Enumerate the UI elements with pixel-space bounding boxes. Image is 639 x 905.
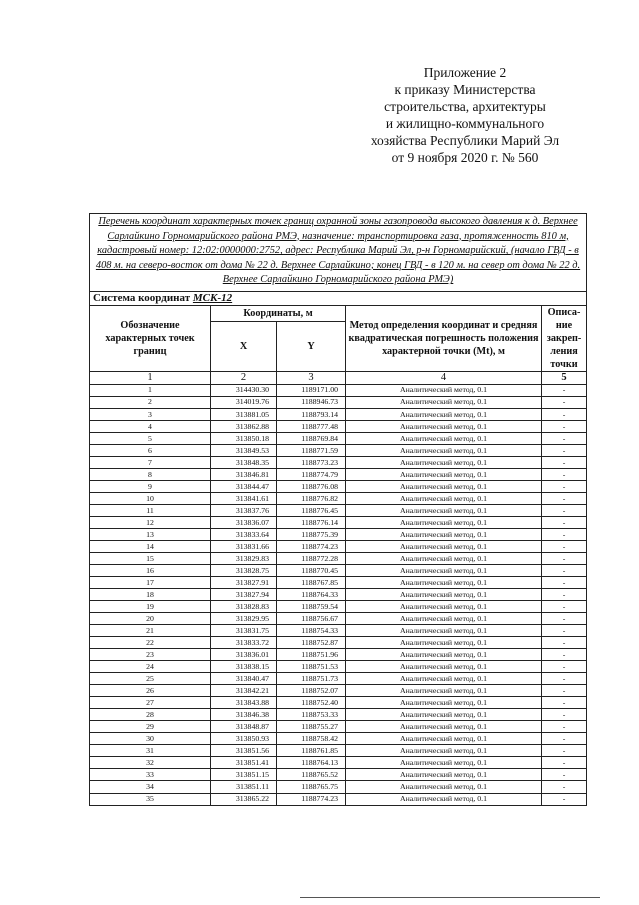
cell-y: 1188753.33 <box>277 709 346 721</box>
cell-point-number: 24 <box>90 661 211 673</box>
cell-description: - <box>542 757 587 769</box>
cell-point-number: 16 <box>90 565 211 577</box>
cell-x: 313843.88 <box>211 697 277 709</box>
cell-x: 313829.95 <box>211 613 277 625</box>
cell-method: Аналитический метод, 0.1 <box>346 589 542 601</box>
cell-x: 313851.11 <box>211 781 277 793</box>
cell-point-number: 29 <box>90 721 211 733</box>
table-row <box>90 637 587 649</box>
appendix-header <box>350 64 580 166</box>
table-row <box>90 396 587 408</box>
table-row <box>90 457 587 469</box>
cell-y: 1188751.96 <box>277 649 346 661</box>
cell-point-number: 31 <box>90 745 211 757</box>
cell-method: Аналитический метод, 0.1 <box>346 637 542 649</box>
cell-method: Аналитический метод, 0.1 <box>346 625 542 637</box>
cell-method: Аналитический метод, 0.1 <box>346 745 542 757</box>
cell-point-number: 2 <box>90 396 211 408</box>
cell-y: 1188776.14 <box>277 517 346 529</box>
table-row <box>90 577 587 589</box>
coordinate-system-name: МСК-12 <box>192 292 233 305</box>
header-x: X <box>211 321 277 371</box>
cell-method: Аналитический метод, 0.1 <box>346 577 542 589</box>
cell-description: - <box>542 769 587 781</box>
table-row <box>90 445 587 457</box>
cell-method: Аналитический метод, 0.1 <box>346 384 542 396</box>
table-row <box>90 409 587 421</box>
cell-y: 1188777.48 <box>277 421 346 433</box>
cell-x: 313840.47 <box>211 673 277 685</box>
cell-description: - <box>542 721 587 733</box>
cell-method: Аналитический метод, 0.1 <box>346 565 542 577</box>
cell-y: 1188755.27 <box>277 721 346 733</box>
cell-y: 1188754.33 <box>277 625 346 637</box>
table-row <box>90 601 587 613</box>
cell-point-number: 10 <box>90 493 211 505</box>
table-row <box>90 433 587 445</box>
table-row <box>90 793 587 805</box>
cell-description: - <box>542 637 587 649</box>
cell-y: 1188772.28 <box>277 553 346 565</box>
cell-y: 1188761.85 <box>277 745 346 757</box>
cell-y: 1188751.73 <box>277 673 346 685</box>
cell-description: - <box>542 481 587 493</box>
appendix-line: и жилищно-коммунального <box>385 116 545 131</box>
cell-method: Аналитический метод, 0.1 <box>346 457 542 469</box>
header-y: Y <box>277 321 346 371</box>
cell-x: 313848.35 <box>211 457 277 469</box>
cell-method: Аналитический метод, 0.1 <box>346 553 542 565</box>
column-number: 4 <box>346 371 542 384</box>
cell-point-number: 18 <box>90 589 211 601</box>
cell-y: 1188774.79 <box>277 469 346 481</box>
table-row <box>90 685 587 697</box>
cell-method: Аналитический метод, 0.1 <box>346 493 542 505</box>
table-row <box>90 721 587 733</box>
footer-divider <box>300 897 600 898</box>
cell-x: 313836.07 <box>211 517 277 529</box>
cell-point-number: 17 <box>90 577 211 589</box>
cell-method: Аналитический метод, 0.1 <box>346 673 542 685</box>
cell-y: 1188756.67 <box>277 613 346 625</box>
cell-description: - <box>542 625 587 637</box>
cell-method: Аналитический метод, 0.1 <box>346 529 542 541</box>
cell-point-number: 9 <box>90 481 211 493</box>
table-row <box>90 673 587 685</box>
cell-description: - <box>542 469 587 481</box>
cell-description: - <box>542 565 587 577</box>
cell-method: Аналитический метод, 0.1 <box>346 661 542 673</box>
cell-method: Аналитический метод, 0.1 <box>346 613 542 625</box>
cell-x: 313848.87 <box>211 721 277 733</box>
table-row <box>90 481 587 493</box>
cell-method: Аналитический метод, 0.1 <box>346 517 542 529</box>
table-row <box>90 661 587 673</box>
cell-x: 313865.22 <box>211 793 277 805</box>
cell-point-number: 3 <box>90 409 211 421</box>
cell-method: Аналитический метод, 0.1 <box>346 793 542 805</box>
cell-point-number: 12 <box>90 517 211 529</box>
cell-description: - <box>542 445 587 457</box>
cell-description: - <box>542 529 587 541</box>
coordinate-system-label: Система координат <box>93 292 191 305</box>
cell-point-number: 23 <box>90 649 211 661</box>
table-row <box>90 781 587 793</box>
cell-x: 313829.83 <box>211 553 277 565</box>
table-row <box>90 769 587 781</box>
header-method: Метод определения координат и средняя квадратическая погрешность положения характерной точки (Mt), м <box>346 305 542 371</box>
table-row <box>90 529 587 541</box>
cell-y: 1188774.23 <box>277 541 346 553</box>
cell-x: 313827.91 <box>211 577 277 589</box>
cell-description: - <box>542 685 587 697</box>
cell-description: - <box>542 541 587 553</box>
cell-method: Аналитический метод, 0.1 <box>346 721 542 733</box>
cell-x: 313831.66 <box>211 541 277 553</box>
cell-x: 313838.15 <box>211 661 277 673</box>
cell-method: Аналитический метод, 0.1 <box>346 409 542 421</box>
cell-point-number: 34 <box>90 781 211 793</box>
cell-point-number: 15 <box>90 553 211 565</box>
cell-x: 313841.61 <box>211 493 277 505</box>
table-caption: Перечень координат характерных точек границ охранной зоны газопровода высокого давления к д. Верхнее Сарлайкино Горномарийского района РМЭ, назначение: транспортировка газа, протяженность 810 м, кадастровый номер: 12:02:0000000:2752, адрес: Республика Марий Эл, р-н Горномарийский, (начало ГВД - в 408 м. на северо-восток от дома № 22 д. Верхнее Сарлайкино; конец ГВД - в 120 м. на север от дома № 22 д. Верхнее Сарлайкино Горномарийского района РМЭ) <box>90 214 587 292</box>
cell-x: 313851.41 <box>211 757 277 769</box>
cell-x: 314019.76 <box>211 396 277 408</box>
cell-x: 313827.94 <box>211 589 277 601</box>
cell-y: 1188773.23 <box>277 457 346 469</box>
cell-description: - <box>542 421 587 433</box>
cell-point-number: 6 <box>90 445 211 457</box>
table-row <box>90 421 587 433</box>
cell-description: - <box>542 517 587 529</box>
cell-point-number: 28 <box>90 709 211 721</box>
cell-y: 1188752.87 <box>277 637 346 649</box>
cell-y: 1188752.07 <box>277 685 346 697</box>
cell-x: 313849.53 <box>211 445 277 457</box>
cell-point-number: 33 <box>90 769 211 781</box>
cell-method: Аналитический метод, 0.1 <box>346 481 542 493</box>
cell-point-number: 19 <box>90 601 211 613</box>
cell-x: 313846.38 <box>211 709 277 721</box>
cell-description: - <box>542 409 587 421</box>
table-row <box>90 553 587 565</box>
cell-y: 1188765.52 <box>277 769 346 781</box>
cell-point-number: 14 <box>90 541 211 553</box>
cell-method: Аналитический метод, 0.1 <box>346 697 542 709</box>
cell-method: Аналитический метод, 0.1 <box>346 433 542 445</box>
cell-y: 1188776.82 <box>277 493 346 505</box>
column-number: 2 <box>211 371 277 384</box>
table-row <box>90 613 587 625</box>
header-designation: Обозначение характерных точек границ <box>90 305 211 371</box>
table-row <box>90 469 587 481</box>
coordinate-system-row <box>90 291 587 305</box>
cell-y: 1188793.14 <box>277 409 346 421</box>
cell-point-number: 30 <box>90 733 211 745</box>
cell-method: Аналитический метод, 0.1 <box>346 733 542 745</box>
cell-y: 1188769.84 <box>277 433 346 445</box>
cell-method: Аналитический метод, 0.1 <box>346 469 542 481</box>
cell-description: - <box>542 505 587 517</box>
cell-description: - <box>542 457 587 469</box>
cell-y: 1188776.08 <box>277 481 346 493</box>
appendix-line: строительства, архитектуры <box>384 99 546 114</box>
cell-description: - <box>542 733 587 745</box>
cell-description: - <box>542 745 587 757</box>
cell-method: Аналитический метод, 0.1 <box>346 445 542 457</box>
cell-point-number: 7 <box>90 457 211 469</box>
cell-method: Аналитический метод, 0.1 <box>346 649 542 661</box>
cell-description: - <box>542 793 587 805</box>
cell-method: Аналитический метод, 0.1 <box>346 685 542 697</box>
cell-description: - <box>542 396 587 408</box>
cell-description: - <box>542 661 587 673</box>
cell-x: 313831.75 <box>211 625 277 637</box>
cell-x: 313851.56 <box>211 745 277 757</box>
cell-y: 1188759.54 <box>277 601 346 613</box>
cell-y: 1188765.75 <box>277 781 346 793</box>
cell-x: 313833.72 <box>211 637 277 649</box>
cell-description: - <box>542 577 587 589</box>
cell-x: 314430.30 <box>211 384 277 396</box>
cell-description: - <box>542 589 587 601</box>
cell-description: - <box>542 493 587 505</box>
cell-x: 313851.15 <box>211 769 277 781</box>
cell-method: Аналитический метод, 0.1 <box>346 781 542 793</box>
table-row <box>90 649 587 661</box>
coordinates-table <box>89 213 587 806</box>
table-row <box>90 709 587 721</box>
cell-x: 313881.05 <box>211 409 277 421</box>
table-row <box>90 589 587 601</box>
cell-description: - <box>542 673 587 685</box>
cell-description: - <box>542 433 587 445</box>
cell-y: 1189171.00 <box>277 384 346 396</box>
cell-y: 1188775.39 <box>277 529 346 541</box>
cell-point-number: 4 <box>90 421 211 433</box>
cell-x: 313850.93 <box>211 733 277 745</box>
cell-x: 313833.64 <box>211 529 277 541</box>
appendix-line: от 9 ноября 2020 г. № 560 <box>391 150 539 165</box>
cell-x: 313837.76 <box>211 505 277 517</box>
appendix-line: к приказу Министерства <box>394 82 536 97</box>
cell-y: 1188771.59 <box>277 445 346 457</box>
cell-y: 1188767.85 <box>277 577 346 589</box>
cell-x: 313850.18 <box>211 433 277 445</box>
cell-y: 1188758.42 <box>277 733 346 745</box>
cell-x: 313844.47 <box>211 481 277 493</box>
table-row <box>90 625 587 637</box>
appendix-line: Приложение 2 <box>423 65 507 80</box>
header-description: Описа-ние закреп-ления точки <box>542 305 587 371</box>
cell-x: 313846.81 <box>211 469 277 481</box>
table-row <box>90 565 587 577</box>
column-number: 1 <box>90 371 211 384</box>
cell-point-number: 26 <box>90 685 211 697</box>
appendix-line: хозяйства Республики Марий Эл <box>370 133 560 148</box>
table-row <box>90 384 587 396</box>
table-row <box>90 505 587 517</box>
cell-point-number: 11 <box>90 505 211 517</box>
cell-point-number: 27 <box>90 697 211 709</box>
cell-y: 1188764.13 <box>277 757 346 769</box>
cell-x: 313828.75 <box>211 565 277 577</box>
table-body <box>90 384 587 805</box>
table-row <box>90 757 587 769</box>
cell-description: - <box>542 601 587 613</box>
cell-point-number: 13 <box>90 529 211 541</box>
cell-y: 1188752.40 <box>277 697 346 709</box>
column-number: 3 <box>277 371 346 384</box>
cell-method: Аналитический метод, 0.1 <box>346 709 542 721</box>
cell-point-number: 1 <box>90 384 211 396</box>
cell-method: Аналитический метод, 0.1 <box>346 396 542 408</box>
cell-point-number: 35 <box>90 793 211 805</box>
cell-point-number: 8 <box>90 469 211 481</box>
header-coordinates: Координаты, м <box>211 305 346 321</box>
cell-method: Аналитический метод, 0.1 <box>346 541 542 553</box>
cell-method: Аналитический метод, 0.1 <box>346 421 542 433</box>
cell-x: 313862.88 <box>211 421 277 433</box>
cell-y: 1188751.53 <box>277 661 346 673</box>
cell-point-number: 32 <box>90 757 211 769</box>
table-row <box>90 733 587 745</box>
cell-point-number: 22 <box>90 637 211 649</box>
cell-x: 313836.01 <box>211 649 277 661</box>
table-row <box>90 493 587 505</box>
cell-y: 1188770.45 <box>277 565 346 577</box>
table-row <box>90 745 587 757</box>
cell-point-number: 5 <box>90 433 211 445</box>
cell-y: 1188946.73 <box>277 396 346 408</box>
cell-description: - <box>542 709 587 721</box>
cell-point-number: 21 <box>90 625 211 637</box>
cell-method: Аналитический метод, 0.1 <box>346 505 542 517</box>
cell-point-number: 20 <box>90 613 211 625</box>
cell-y: 1188774.23 <box>277 793 346 805</box>
cell-method: Аналитический метод, 0.1 <box>346 757 542 769</box>
cell-point-number: 25 <box>90 673 211 685</box>
column-number: 5 <box>542 371 587 384</box>
cell-description: - <box>542 613 587 625</box>
table-row <box>90 541 587 553</box>
cell-method: Аналитический метод, 0.1 <box>346 601 542 613</box>
cell-description: - <box>542 649 587 661</box>
cell-method: Аналитический метод, 0.1 <box>346 769 542 781</box>
cell-y: 1188764.33 <box>277 589 346 601</box>
cell-description: - <box>542 697 587 709</box>
cell-y: 1188776.45 <box>277 505 346 517</box>
table-row <box>90 517 587 529</box>
cell-x: 313842.21 <box>211 685 277 697</box>
cell-description: - <box>542 553 587 565</box>
table-row <box>90 697 587 709</box>
cell-description: - <box>542 384 587 396</box>
cell-x: 313828.83 <box>211 601 277 613</box>
cell-description: - <box>542 781 587 793</box>
